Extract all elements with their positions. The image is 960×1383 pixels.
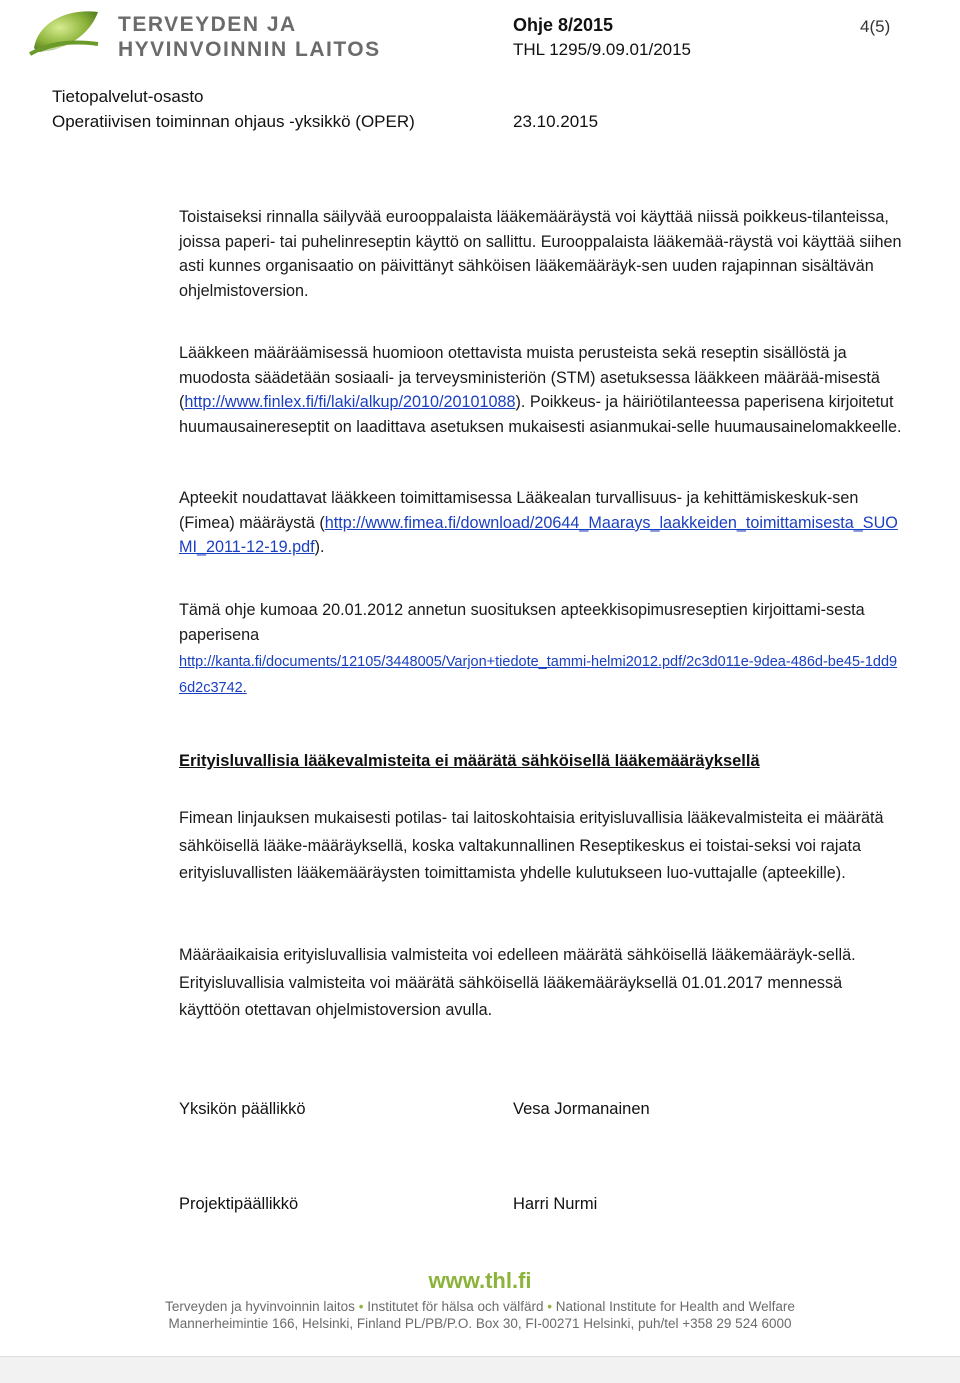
- paragraph-text: ).: [314, 538, 325, 556]
- footer-website[interactable]: www.thl.fi: [428, 1268, 532, 1293]
- finlex-link[interactable]: http://www.finlex.fi/fi/laki/alkup/2010/20101088: [184, 393, 516, 411]
- leaf-logo-icon: [28, 4, 112, 64]
- footer-address: Mannerheimintie 166, Helsinki, Finland PL/PB/P.O. Box 30, FI-00271 Helsinki, puh/tel +358 29 524 6000: [168, 1316, 792, 1331]
- thl-logo: [28, 4, 112, 64]
- paragraph-text: Tämä ohje kumoaa 20.01.2012 annetun suosituksen apteekkisopimusreseptien kirjoittami-sesta paperisena: [179, 601, 865, 644]
- paragraph-fimea-regulation: [179, 486, 903, 560]
- signature-role-2: Projektipäällikkö: [179, 1195, 299, 1213]
- logo-line-1: TERVEYDEN JA: [118, 13, 297, 36]
- footer-name-fi: Terveyden ja hyvinvoinnin laitos: [165, 1299, 355, 1314]
- unit-name: Operatiivisen toiminnan ohjaus -yksikkö (OPER): [52, 112, 415, 131]
- fimea-link[interactable]: http://www.fimea.fi/download/20644_Maarays_laakkeiden_toimittamisesta_SUOMI_2011-12-19.pdf: [179, 513, 898, 556]
- bullet-icon: •: [547, 1299, 553, 1314]
- paragraph-fixed-term: Määräaikaisia erityisluvallisia valmisteita voi edelleen määrätä sähköisellä lääkemääräyk-sellä. Erityisluvallisia valmisteita voi määrätä sähköisellä lääkemääräyksellä 01.01.2017 mennessä käyttöön otettavan ohjelmistoversion avulla.: [179, 946, 856, 1019]
- signature-name-1: Vesa Jormanainen: [513, 1100, 650, 1118]
- footer-name-en: National Institute for Health and Welfare: [555, 1299, 795, 1314]
- signature-role-1: Yksikön päällikkö: [179, 1100, 306, 1118]
- footer-name-sv: Institutet för hälsa och välfärd: [367, 1299, 544, 1314]
- paragraph-text: Apteekit noudattavat lääkkeen toimittamisessa Lääkealan turvallisuus- ja kehittämiskeskuk-sen (Fimea) määräystä (: [179, 489, 859, 532]
- footer-institute-names: [0, 1299, 960, 1314]
- department-name: Tietopalvelut-osasto: [52, 87, 204, 106]
- section-heading: Erityisluvallisia lääkevalmisteita ei määrätä sähköisellä lääkemääräyksellä: [179, 752, 760, 770]
- document-title: Ohje 8/2015: [513, 15, 614, 35]
- page-bottom-border: [0, 1356, 960, 1383]
- document-number: THL 1295/9.09.01/2015: [513, 40, 692, 59]
- paragraph-revocation: [179, 598, 903, 701]
- signature-name-2: Harri Nurmi: [513, 1195, 598, 1213]
- logo-wordmark: [118, 12, 381, 62]
- logo-line-2: HYVINVOINNIN LAITOS: [118, 38, 381, 61]
- paragraph-stm-decree: [179, 341, 903, 439]
- bullet-icon: •: [358, 1299, 364, 1314]
- paragraph-fimea-policy: Fimean linjauksen mukaisesti potilas- tai laitoskohtaisia erityisluvallisia lääkevalmisteita ei määrätä sähköisellä lääke-määräyksellä, koska valtakunnallinen Reseptikeskus ei toistai-seksi voi rajata erityisluvallisten lääkemääräysten toimittamista yhdelle kulutukseen luo-vuttajalle (apteekille).: [179, 809, 884, 882]
- paragraph-text: ). Poikkeus- ja häiriötilanteessa paperisena kirjoitetut huumausainereseptit on laadittava asetuksen mukaisesti asianmukai-selle huumausainelomakkeelle.: [179, 393, 902, 436]
- document-date: 23.10.2015: [513, 112, 599, 131]
- kanta-link[interactable]: http://kanta.fi/documents/12105/3448005/Varjon+tiedote_tammi-helmi2012.pdf/2c3d011e-9dea-486d-be45-1dd96d2c3742.: [179, 654, 898, 696]
- paragraph-european-prescription: Toistaiseksi rinnalla säilyvää eurooppalaista lääkemääräystä voi käyttää niissä poikkeus-tilanteissa, joissa paperi- tai puhelinreseptin käyttö on sallittu. Eurooppalaista lääkemää-räystä voi käyttää siihen asti kunnes organisaatio on päivittänyt sähköisen lääkemääräyk-sen uuden rajapinnan sisältävän ohjelmistoversion.: [179, 208, 902, 300]
- page-number: 4(5): [860, 17, 891, 36]
- paragraph-text: Lääkkeen määräämisessä huomioon otettavista muista perusteista sekä reseptin sisällöstä ja muodosta säädetään sosiaali- ja terveysministeriön (STM) asetuksessa lääkkeen määrää-misestä (: [179, 344, 880, 411]
